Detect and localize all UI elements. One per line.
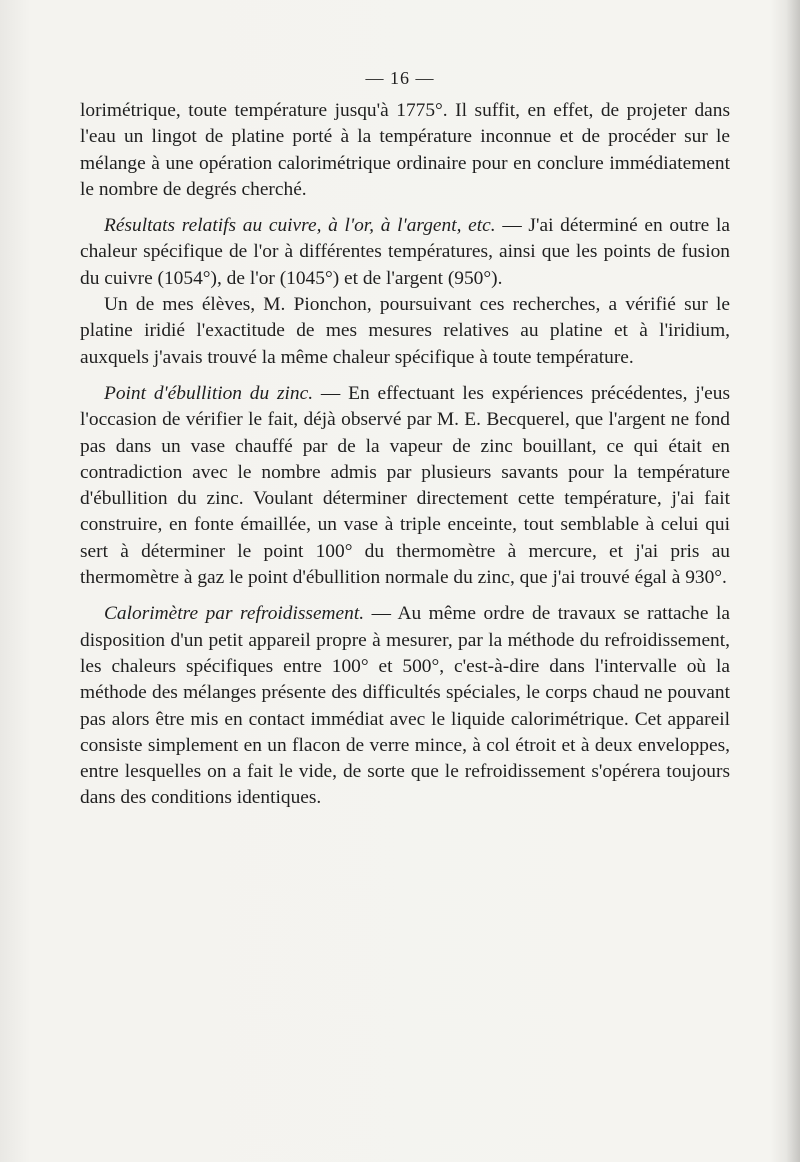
- section-heading-calorimeter: Calorimètre par refroidissement.: [104, 603, 365, 625]
- paragraph-4-text: — En effectuant les expériences précédentes, j'eus l'occasion de vérifier le fait, déjà observé par M. E. Becquerel, que l'argent ne fond pas dans un vase chauffé par de la vapeur de zinc bouillant, ce qui était en contradiction avec le nombre admis par plusieurs savants pour la température d'ébullition du zinc. Voulant déterminer directement cette température, j'ai fait construire, en fonte émaillée, un vase à triple enceinte, tout semblable à celui qui sert à déterminer le point 100° du thermomètre à mercure, et j'ai pris au thermomètre à gaz le point d'ébullition normale du zinc, que j'ai trouvé égal à 930°.: [80, 382, 730, 589]
- paragraph-1: [80, 98, 730, 203]
- paragraph-1-text: lorimétrique, toute température jusqu'à 1775°. Il suffit, en effet, de projeter dans l'eau un lingot de platine porté à la température inconnue et de procéder sur le mélange à une opération calorimétrique ordinaire pour en conclure immédiatement le nombre de degrés cherché.: [80, 100, 730, 200]
- paragraph-5: [80, 601, 730, 811]
- section-heading-results: Résultats relatifs au cuivre, à l'or, à l'argent, etc.: [104, 215, 496, 237]
- paragraph-4: [80, 381, 730, 591]
- paragraph-5-text: — Au même ordre de travaux se rattache la disposition d'un petit appareil propre à mesurer, par la méthode du refroidissement, les chaleurs spécifiques entre 100° et 500°, c'est-à-dire dans l'intervalle où la méthode des mélanges présente des difficultés spéciales, le corps chaud ne pouvant pas alors être mis en contact immédiat avec le liquide calorimétrique. Cet appareil consiste simplement en un flacon de verre mince, à col étroit et à deux enveloppes, entre lesquelles on a fait le vide, de sorte que le refroidissement s'opérera toujours dans des conditions identiques.: [80, 603, 730, 809]
- page-number: — 16 —: [365, 68, 435, 88]
- paragraph-3-text: Un de mes élèves, M. Pionchon, poursuivant ces recherches, a vérifié sur le platine iridié l'exactitude de mes mesures relatives au platine et à l'iridium, auxquels j'avais trouvé la même chaleur spécifique à toute température.: [80, 294, 730, 368]
- page-edge-shadow: [786, 0, 800, 1162]
- body-text: [80, 98, 730, 812]
- paragraph-2: [80, 213, 730, 292]
- paragraph-3: [80, 292, 730, 371]
- section-heading-zinc: Point d'ébullition du zinc.: [104, 382, 314, 404]
- paragraph-2-text: — J'ai déterminé en outre la chaleur spécifique de l'or à différentes températures, ainsi que les points de fusion du cuivre (1054°), de l'or (1045°) et de l'argent (950°).: [80, 215, 730, 289]
